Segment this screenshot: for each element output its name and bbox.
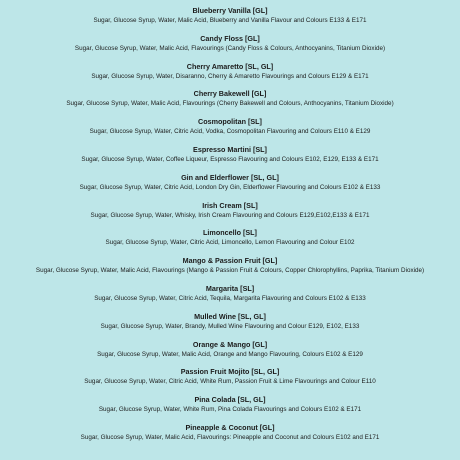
flavour-item xyxy=(0,89,460,117)
flavour-ingredients: Sugar, Glucose Syrup, Water, Disaranno, Cherry & Amaretto Flavourings and Colours E129 & E171 xyxy=(91,72,369,80)
flavour-item xyxy=(0,6,460,34)
flavour-name: Orange & Mango [GL] xyxy=(192,339,268,349)
flavour-ingredients: Sugar, Glucose Syrup, Water, Citric Acid, White Rum, Passion Fruit & Lime Flavourings and Colour E110 xyxy=(84,378,376,386)
flavour-item xyxy=(0,201,460,229)
flavour-ingredients: Sugar, Glucose Syrup, Water, Citric Acid, Vodka, Cosmopolitan Flavouring and Colours E110 & E129 xyxy=(89,128,371,136)
flavour-ingredients: Sugar, Glucose Syrup, Water, Citric Acid, London Dry Gin, Elderflower Flavouring and Colours E102 & E133 xyxy=(79,183,381,191)
flavour-item xyxy=(0,62,460,90)
flavour-name: Irish Cream [SL] xyxy=(202,200,258,210)
flavour-ingredients: Sugar, Glucose Syrup, Water, Malic Acid, Flavourings (Mango & Passion Fruit & Colours, Copper Chlorophyllins, Paprika, Titanium Dioxide) xyxy=(35,267,425,275)
flavour-name: Cherry Amaretto [SL, GL] xyxy=(186,61,274,71)
flavour-item xyxy=(0,395,460,423)
flavour-ingredients: Sugar, Glucose Syrup, Water, Brandy, Mulled Wine Flavouring and Colour E129, E102, E133 xyxy=(100,322,360,330)
flavour-name: Mulled Wine [SL, GL] xyxy=(194,311,266,321)
flavour-ingredients: Sugar, Glucose Syrup, Water, Coffee Liqueur, Espresso Flavouring and Colours E102, E129, E133 & E171 xyxy=(81,155,379,163)
flavour-item xyxy=(0,34,460,62)
flavour-ingredients: Sugar, Glucose Syrup, Water, Malic Acid, Orange and Mango Flavouring, Colours E102 & E129 xyxy=(97,350,363,358)
flavour-ingredients: Sugar, Glucose Syrup, Water, Malic Acid, Flavourings (Candy Floss & Colours, Anthocyanins, Titanium Dioxide) xyxy=(74,44,386,52)
flavour-item xyxy=(0,312,460,340)
flavour-name: Margarita [SL] xyxy=(205,283,255,293)
flavour-item xyxy=(0,145,460,173)
flavour-ingredients: Sugar, Glucose Syrup, Water, Citric Acid, Tequila, Margarita Flavouring and Colours E102 & E133 xyxy=(94,294,366,302)
flavour-name: Espresso Martini [SL] xyxy=(193,144,267,154)
flavour-name: Cherry Bakewell [GL] xyxy=(193,89,267,99)
flavour-name: Blueberry Vanilla [GL] xyxy=(192,6,268,15)
flavour-name: Pineapple & Coconut [GL] xyxy=(185,422,275,432)
flavour-ingredients: Sugar, Glucose Syrup, Water, Citric Acid, Limoncello, Lemon Flavouring and Colour E102 xyxy=(105,239,355,247)
flavour-ingredients: Sugar, Glucose Syrup, Water, White Rum, Pina Colada Flavourings and Colours E102 & E171 xyxy=(98,406,362,414)
flavour-item xyxy=(0,117,460,145)
flavour-item xyxy=(0,423,460,451)
flavour-ingredients xyxy=(0,0,460,2)
flavour-name: Mango & Passion Fruit [GL] xyxy=(182,256,278,266)
flavour-item xyxy=(0,228,460,256)
flavour-name: Passion Fruit Mojito [SL, GL] xyxy=(180,367,280,377)
flavour-item xyxy=(0,284,460,312)
flavour-ingredients: Sugar, Glucose Syrup, Water, Malic Acid, Flavourings: Pineapple and Coconut and Colours E102 and E171 xyxy=(80,433,380,441)
flavour-item xyxy=(0,256,460,284)
flavour-item xyxy=(0,367,460,395)
flavour-name: Cosmopolitan [SL] xyxy=(198,117,262,127)
flavour-name: Limoncello [SL] xyxy=(203,228,257,238)
flavour-ingredients: Sugar, Glucose Syrup, Water, Malic Acid, Blueberry and Vanilla Flavour and Colours E133 & E171 xyxy=(93,17,367,24)
flavour-ingredients: Sugar, Glucose Syrup, Water, Malic Acid, Flavourings (Cherry Bakewell and Colours, Anthocyanins, Titanium Dioxide) xyxy=(66,100,394,108)
flavour-item xyxy=(0,340,460,368)
flavour-name: Gin and Elderflower [SL, GL] xyxy=(181,172,279,182)
flavour-ingredients: Sugar, Glucose Syrup, Water, Whisky, Irish Cream Flavouring and Colours E129,E102,E133 & E171 xyxy=(90,211,370,219)
flavour-name: Pina Colada [SL, GL] xyxy=(194,395,266,405)
flavour-item xyxy=(0,173,460,201)
flavour-name: Candy Floss [GL] xyxy=(200,33,260,43)
